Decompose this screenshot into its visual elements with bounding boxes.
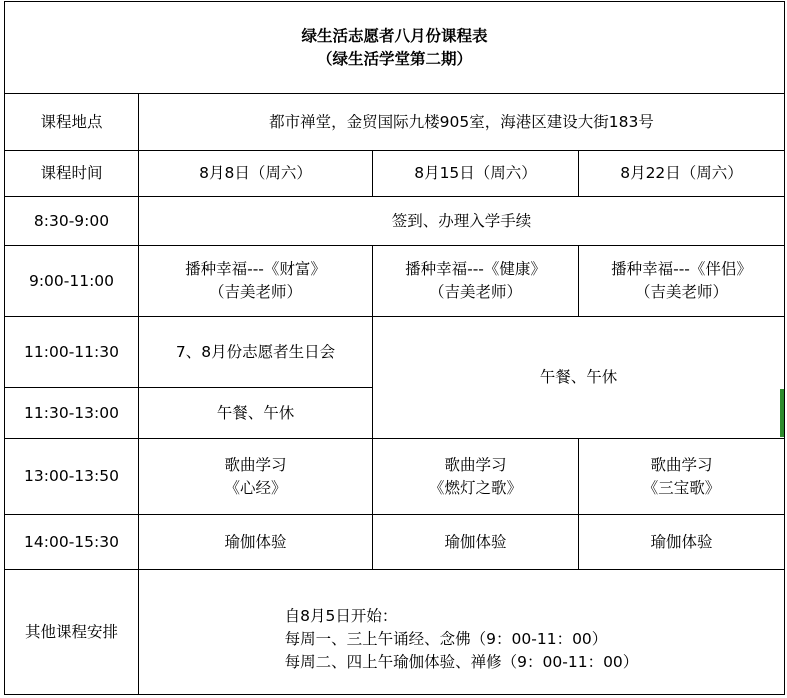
course-teacher: （吉美老师） bbox=[428, 283, 522, 301]
edge-marker bbox=[780, 389, 784, 437]
other-line-3: 每周二、四上午瑜伽体验、禅修（9：00-11：00） bbox=[284, 652, 639, 671]
dates-row bbox=[5, 151, 785, 197]
song-title: 歌曲学习 bbox=[224, 455, 287, 474]
location-label: 课程地点 bbox=[5, 94, 139, 151]
lunch-cell: 午餐、午休 bbox=[139, 388, 373, 439]
schedule-row bbox=[5, 197, 785, 246]
title-row bbox=[5, 2, 785, 94]
title-line-1: 绿生活志愿者八月份课程表 bbox=[301, 26, 488, 45]
lunch-merged-cell: 午餐、午休 bbox=[373, 317, 785, 439]
song-title: 歌曲学习 bbox=[444, 455, 507, 474]
table-title bbox=[5, 2, 785, 94]
time-slot: 11:30-13:00 bbox=[5, 388, 139, 439]
location-row bbox=[5, 94, 785, 151]
course-cell bbox=[579, 246, 785, 317]
song-name: 《燃灯之歌》 bbox=[428, 478, 522, 497]
course-title: 播种幸福---《伴侣》 bbox=[611, 260, 752, 278]
date-3: 8月22日（周六） bbox=[579, 151, 785, 197]
other-content bbox=[139, 570, 785, 695]
date-2: 8月15日（周六） bbox=[373, 151, 579, 197]
time-slot: 9:00-11:00 bbox=[5, 246, 139, 317]
course-cell bbox=[139, 246, 373, 317]
checkin-cell: 签到、办理入学手续 bbox=[139, 197, 785, 246]
yoga-cell: 瑜伽体验 bbox=[139, 515, 373, 570]
other-row bbox=[5, 570, 785, 695]
time-slot: 14:00-15:30 bbox=[5, 515, 139, 570]
course-title: 播种幸福---《健康》 bbox=[405, 260, 546, 278]
other-label: 其他课程安排 bbox=[5, 570, 139, 695]
course-teacher: （吉美老师） bbox=[208, 283, 302, 301]
song-title: 歌曲学习 bbox=[650, 455, 713, 474]
yoga-cell: 瑜伽体验 bbox=[373, 515, 579, 570]
location-value: 都市禅堂，金贸国际九楼905室，海港区建设大街183号 bbox=[139, 94, 785, 151]
schedule-row bbox=[5, 439, 785, 515]
date-1: 8月8日（周六） bbox=[139, 151, 373, 197]
other-line-2: 每周一、三上午诵经、念佛（9：00-11：00） bbox=[284, 629, 608, 648]
song-name: 《三宝歌》 bbox=[642, 478, 721, 497]
song-name: 《心经》 bbox=[224, 478, 287, 497]
yoga-cell: 瑜伽体验 bbox=[579, 515, 785, 570]
course-cell bbox=[373, 246, 579, 317]
other-line-1: 自8月5日开始： bbox=[284, 606, 398, 625]
dates-label: 课程时间 bbox=[5, 151, 139, 197]
birthday-cell: 7、8月份志愿者生日会 bbox=[139, 317, 373, 388]
time-slot: 8:30-9:00 bbox=[5, 197, 139, 246]
title-line-2: （绿生活学堂第二期） bbox=[316, 49, 472, 68]
song-cell bbox=[139, 439, 373, 515]
song-cell bbox=[373, 439, 579, 515]
song-cell bbox=[579, 439, 785, 515]
course-title: 播种幸福---《财富》 bbox=[185, 260, 326, 278]
schedule-row bbox=[5, 246, 785, 317]
schedule-table bbox=[4, 1, 785, 695]
schedule-row bbox=[5, 317, 785, 388]
time-slot: 13:00-13:50 bbox=[5, 439, 139, 515]
time-slot: 11:00-11:30 bbox=[5, 317, 139, 388]
schedule-row bbox=[5, 515, 785, 570]
course-teacher: （吉美老师） bbox=[634, 283, 728, 301]
